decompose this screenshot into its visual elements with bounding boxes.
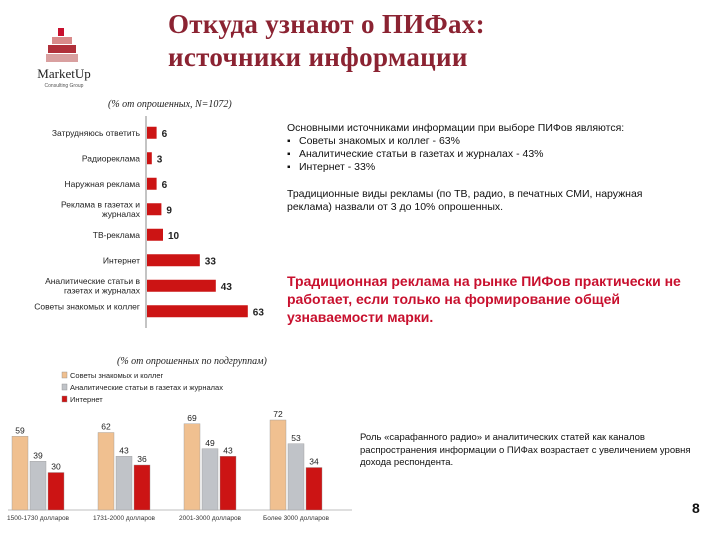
headline-conclusion: Традиционная реклама на рынке ПИФов практически не работает, если только на формирование общей узнаваемости марки. [287,273,681,325]
bar [98,433,114,511]
bar [147,152,152,164]
value-label: 43 [220,281,232,293]
page-title [168,8,688,74]
legend-swatch [62,372,67,378]
logo-layer-2 [48,45,76,53]
bar [147,229,163,241]
summary-block [287,122,687,225]
bar [270,420,286,510]
sample-note: (% от опрошенных, N=1072) [108,99,232,110]
category-label: Радиореклама [81,153,140,164]
logo-layer-1 [52,37,72,44]
income-groups-bar-chart [0,370,360,525]
logo-flame [58,28,64,36]
value-label: 6 [161,179,168,191]
bar [202,449,218,510]
value-label: 43 [119,445,129,456]
bar [306,468,322,511]
value-label: 39 [33,450,43,461]
page-title-line-2: источники информации [168,42,468,72]
category-label: 2001-3000 долларов [178,515,242,522]
category-label: Более 3000 долларов [263,515,329,522]
value-label: 53 [291,432,301,443]
bar [288,444,304,510]
value-label: 34 [309,456,319,467]
summary-bullet: ▪ Интернет - 33% [287,161,687,174]
income-conclusion: Роль «сарафанного радио» и аналитических статей как каналов распространения информации о ПИФах возрастает с увеличением уровня дохода респондента. [360,432,691,468]
value-label: 3 [156,154,163,166]
bar [147,127,157,139]
bar [30,461,46,510]
bar [134,465,150,510]
summary-bullet: ▪ Аналитические статьи в газетах и журналах - 43% [287,148,687,161]
page-title-line-1: Откуда узнают о ПИФах: [168,9,485,39]
category-label: 1500-1730 долларов [6,515,70,522]
traditional-ads-note: Традиционные виды рекламы (по ТВ, радио, в печатных СМИ, наружная реклама) назвали от 3 до 10% опрошенных. [287,188,643,213]
category-label: Наружная реклама [64,178,140,189]
bar [147,203,161,215]
value-label: 6 [161,128,168,140]
value-label: 49 [205,437,215,448]
summary-bullet: ▪ Советы знакомых и коллег - 63% [287,135,687,148]
value-label: 43 [223,445,233,456]
category-label: Реклама в газетах и журналах [60,199,140,219]
legend-label: Советы знакомых и коллег [70,371,164,380]
bar [220,456,236,510]
value-label: 72 [273,409,283,419]
value-label: 62 [101,421,111,432]
legend-label: Интернет [70,395,103,404]
bar [116,456,132,510]
bar [147,254,200,266]
logo-brand: MarketUp [37,66,91,81]
bar [184,424,200,510]
bar [48,473,64,511]
logo-tagline: Consulting Group [44,83,84,89]
logo-layer-3 [46,54,78,62]
value-label: 36 [137,454,147,464]
legend-swatch [62,384,67,390]
value-label: 63 [252,307,264,319]
bar [12,436,28,510]
category-label: Аналитические статьи в газетах и журналах [45,275,140,296]
sources-bar-chart [0,114,280,334]
value-label: 9 [166,205,172,217]
category-label: Интернет [102,255,140,266]
marketup-logo [24,24,104,94]
value-label: 10 [168,230,180,242]
summary-intro: Основными источниками информации при выборе ПИФов являются: [287,122,625,134]
category-label: Советы знакомых и коллег [34,301,140,312]
value-label: 33 [204,256,216,268]
legend-label: Аналитические статьи в газетах и журналах [70,383,223,392]
summary-list [287,135,687,174]
legend-swatch [62,396,67,402]
page-number: 8 [692,500,700,516]
category-label: ТВ-реклама [92,229,140,240]
category-label: 1731-2000 долларов [92,515,156,522]
bar [147,280,216,292]
bar [147,178,157,190]
value-label: 30 [51,461,61,472]
category-label: Затрудняюсь ответить [51,127,140,138]
value-label: 59 [15,425,25,436]
bar [147,305,248,317]
value-label: 69 [187,412,197,423]
subgroup-note: (% от опрошенных по подгруппам) [117,356,267,367]
